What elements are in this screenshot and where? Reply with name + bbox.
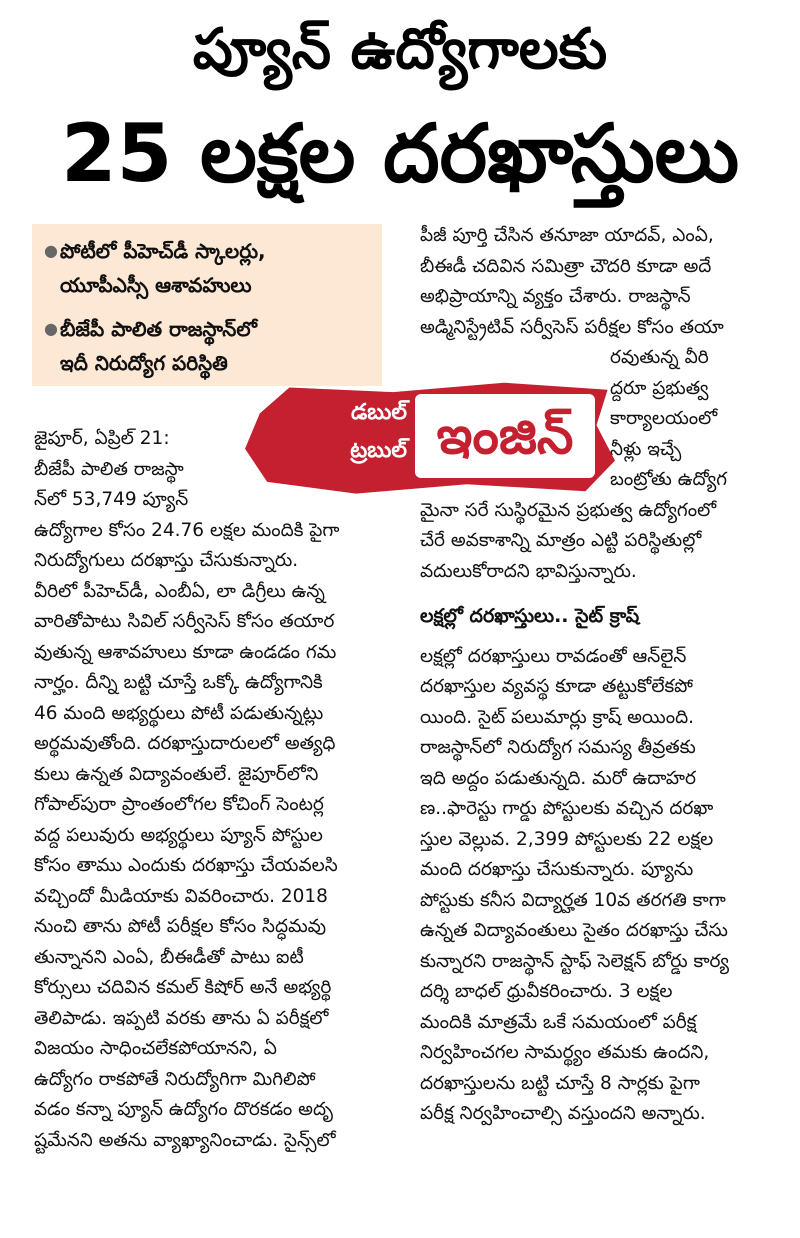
article-line: విజయం సాధించలేకపోయానని, ఏ: [34, 1038, 277, 1059]
article-line: వారితోపాటు సివిల్ సర్వీసెస్ కోసం తయార: [34, 611, 335, 632]
article-line: అర్థమవుతోంది. దరఖాస్తుదారులలో అత్యధి: [34, 733, 336, 754]
headline-line-1: ప్యూన్ ఉద్యోగాలకు: [192, 17, 608, 82]
logo-small-text-1: డబుల్: [351, 400, 407, 425]
article-line: మందికి మాత్రమే ఒకే సమయంలో పరీక్ష: [420, 1011, 697, 1033]
article-line: పీజీ పూర్తి చేసిన తనూజా యాదవ్, ఎంఏ,: [420, 225, 714, 246]
article-line: అడ్మినిస్ట్రేటివ్ సర్వీసెస్ పరీక్షల కోసం తయా: [420, 316, 724, 338]
article-line: దర్శి బాధల్ ధ్రువీకరించారు. 3 లక్షల: [420, 981, 673, 1002]
article-line: కోసం తాము ఎందుకు దరఖాస్తు చేయవలసి: [34, 855, 338, 876]
article-line: తెలిపాడు. ఇప్పటి వరకు తాను ఏ పరీక్షలో: [34, 1007, 329, 1029]
article-line: బీఈడీ చదివిన సమిత్రా చౌదరి కూడా అదే: [420, 255, 712, 277]
article-line: యింది. సైట్ పలుమార్లు క్రాష్ అయింది.: [420, 706, 695, 728]
article-line: మంది దరఖాస్తు చేసుకున్నారు. ప్యూను: [420, 859, 694, 880]
article-line: చేరే అవకాశాన్ని మాత్రం ఎట్టి పరిస్థితుల్లో: [420, 530, 702, 551]
headline-line-2: 25 లక్షల దరఖాస్తులు: [60, 107, 740, 200]
double-engine-logo: [245, 378, 615, 496]
article-line: ఇది అద్దం పడుతున్నది. మరో ఉదాహర: [420, 767, 696, 789]
article-line: నీళ్లు ఇచ్చే: [610, 438, 682, 460]
highlights-box: [32, 224, 382, 386]
article-line: నిర్వహించగల సామర్థ్యం తమకు ఉందని,: [420, 1042, 710, 1063]
article-line: స్తుల వెల్లువ. 2,399 పోస్టులకు 22 లక్షల: [420, 828, 714, 850]
article-line: తున్నానని ఎంఏ, బీఈడీతో పాటు ఐటీ: [34, 946, 304, 968]
section-subheading: లక్షల్లో దరఖాస్తులు.. సైట్ క్రాష్: [420, 605, 640, 627]
logo-big-text: ఇంజిన్: [436, 406, 574, 466]
article-line: కున్నారని రాజస్థాన్ స్టాఫ్ సెలెక్షన్ బోర్డు కార్య: [420, 950, 729, 972]
article-line: వద్ద పలువురు అభ్యర్థులు ప్యూన్ పోస్టుల: [34, 824, 323, 846]
article-line: వీరిలో పీహెచ్‌డీ, ఎంబీఏ, లా డిగ్రీలు ఉన్న: [34, 580, 325, 602]
article-line: నిరుద్యోగులు దరఖాస్తు చేసుకున్నారు.: [34, 550, 299, 571]
article-line: ణ..ఫారెస్టు గార్డు పోస్టులకు వచ్చిన దరఖా: [420, 798, 714, 819]
article-line: లక్షల్లో దరఖాస్తులు రావడంతో ఆన్‌లైన్: [420, 645, 687, 667]
highlight-item: [44, 234, 374, 302]
article-line: ద్దరూ ప్రభుత్వ: [610, 377, 709, 399]
article-line: వచ్చిందో మీడియాకు వివరించారు. 2018: [34, 885, 328, 907]
highlight-line: బీజేపీ పాలిత రాజస్థాన్‌లో: [60, 317, 257, 341]
article-line: 46 మంది అభ్యర్థులు పోటీ పడుతున్నట్లు: [34, 702, 324, 724]
logo-small-text-2: ట్రబుల్: [350, 438, 407, 463]
article-line: పోస్టుకు కనీస విద్యార్హత 10వ తరగతి కాగా: [420, 889, 726, 911]
article-line: ఉన్నత విద్యావంతులు సైతం దరఖాస్తు చేసు: [420, 920, 728, 941]
article-line: నార్హం. దీన్ని బట్టి చూస్తే ఒక్కో ఉద్యోగానికి: [34, 672, 323, 693]
article-line: నుంచి తాను పోటీ పరీక్షల కోసం సిద్ధమవు: [34, 916, 327, 937]
article-line: వడం కన్నా ప్యూన్ ఉద్యోగం దొరకడం అదృ: [34, 1099, 333, 1120]
right-column: [420, 221, 775, 1130]
article-line: న్‌లో 53,749 ప్యూన్: [34, 489, 189, 510]
logo-big-box: [415, 394, 595, 478]
article-line: మైనా సరే సుస్థిరమైన ప్రభుత్వ ఉద్యోగంలో: [420, 499, 717, 521]
article-line: వుతున్న ఆశావహులు కూడా ఉండడం గమ: [34, 641, 337, 663]
article-line: దరఖాస్తుల వ్యవస్థ కూడా తట్టుకోలేకపో: [420, 676, 693, 697]
highlight-line: యూపీఎస్సీ ఆశావహులు: [60, 273, 252, 297]
article-line: వదులుకోరాదని భావిస్తున్నారు.: [420, 560, 637, 582]
article-line: కోర్సులు చదివిన కమల్ కిషోర్ అనే అభ్యర్థి: [34, 977, 332, 998]
article-line: కులు ఉన్నత విద్యావంతులే. జైపూర్‌లోని: [34, 763, 319, 785]
article-line: జైపూర్, ఏప్రిల్ 21:: [34, 428, 170, 449]
article-line: బీజేపీ పాలిత రాజస్థా: [34, 458, 184, 480]
article-line: ఉద్యోగం రాకపోతే నిరుద్యోగిగా మిగిలిపో: [34, 1068, 316, 1090]
article-line: అభిప్రాయాన్ని వ్యక్తం చేశారు. రాజస్థాన్: [420, 286, 691, 307]
article-line: రవుతున్న వీరి: [610, 347, 709, 368]
article-line: దరఖాస్తులను బట్టి చూస్తే 8 సార్లకు పైగా: [420, 1072, 700, 1094]
highlight-line: పోటీలో పీహెచ్‌డీ స్కాలర్లు,: [60, 239, 266, 263]
bullet-icon: ●: [44, 241, 58, 260]
article-line: గోపాల్‌పురా ప్రాంతంలోగల కోచింగ్ సెంటర్ల: [34, 794, 324, 815]
article-line: పరీక్ష నిర్వహించాల్సి వస్తుందని అన్నారు.: [420, 1103, 706, 1124]
highlight-line: ఇదీ నిరుద్యోగ పరిస్థితి: [60, 351, 228, 375]
highlight-item: [44, 312, 374, 380]
article-line: రాజస్థాన్‌లో నిరుద్యోగ సమస్య తీవ్రతకు: [420, 737, 696, 758]
article-line: ఉద్యోగాల కోసం 24.76 లక్షల మందికి పైగా: [34, 519, 340, 541]
article-line: బంట్రోతు ఉద్యోగ: [610, 469, 728, 490]
bullet-icon: ●: [44, 319, 58, 338]
left-column: [34, 424, 394, 1156]
article-line: ష్టమేనని అతను వ్యాఖ్యానించాడు. సైన్స్‌లో: [34, 1129, 336, 1151]
article-line: కార్యాలయంలో: [610, 408, 718, 429]
